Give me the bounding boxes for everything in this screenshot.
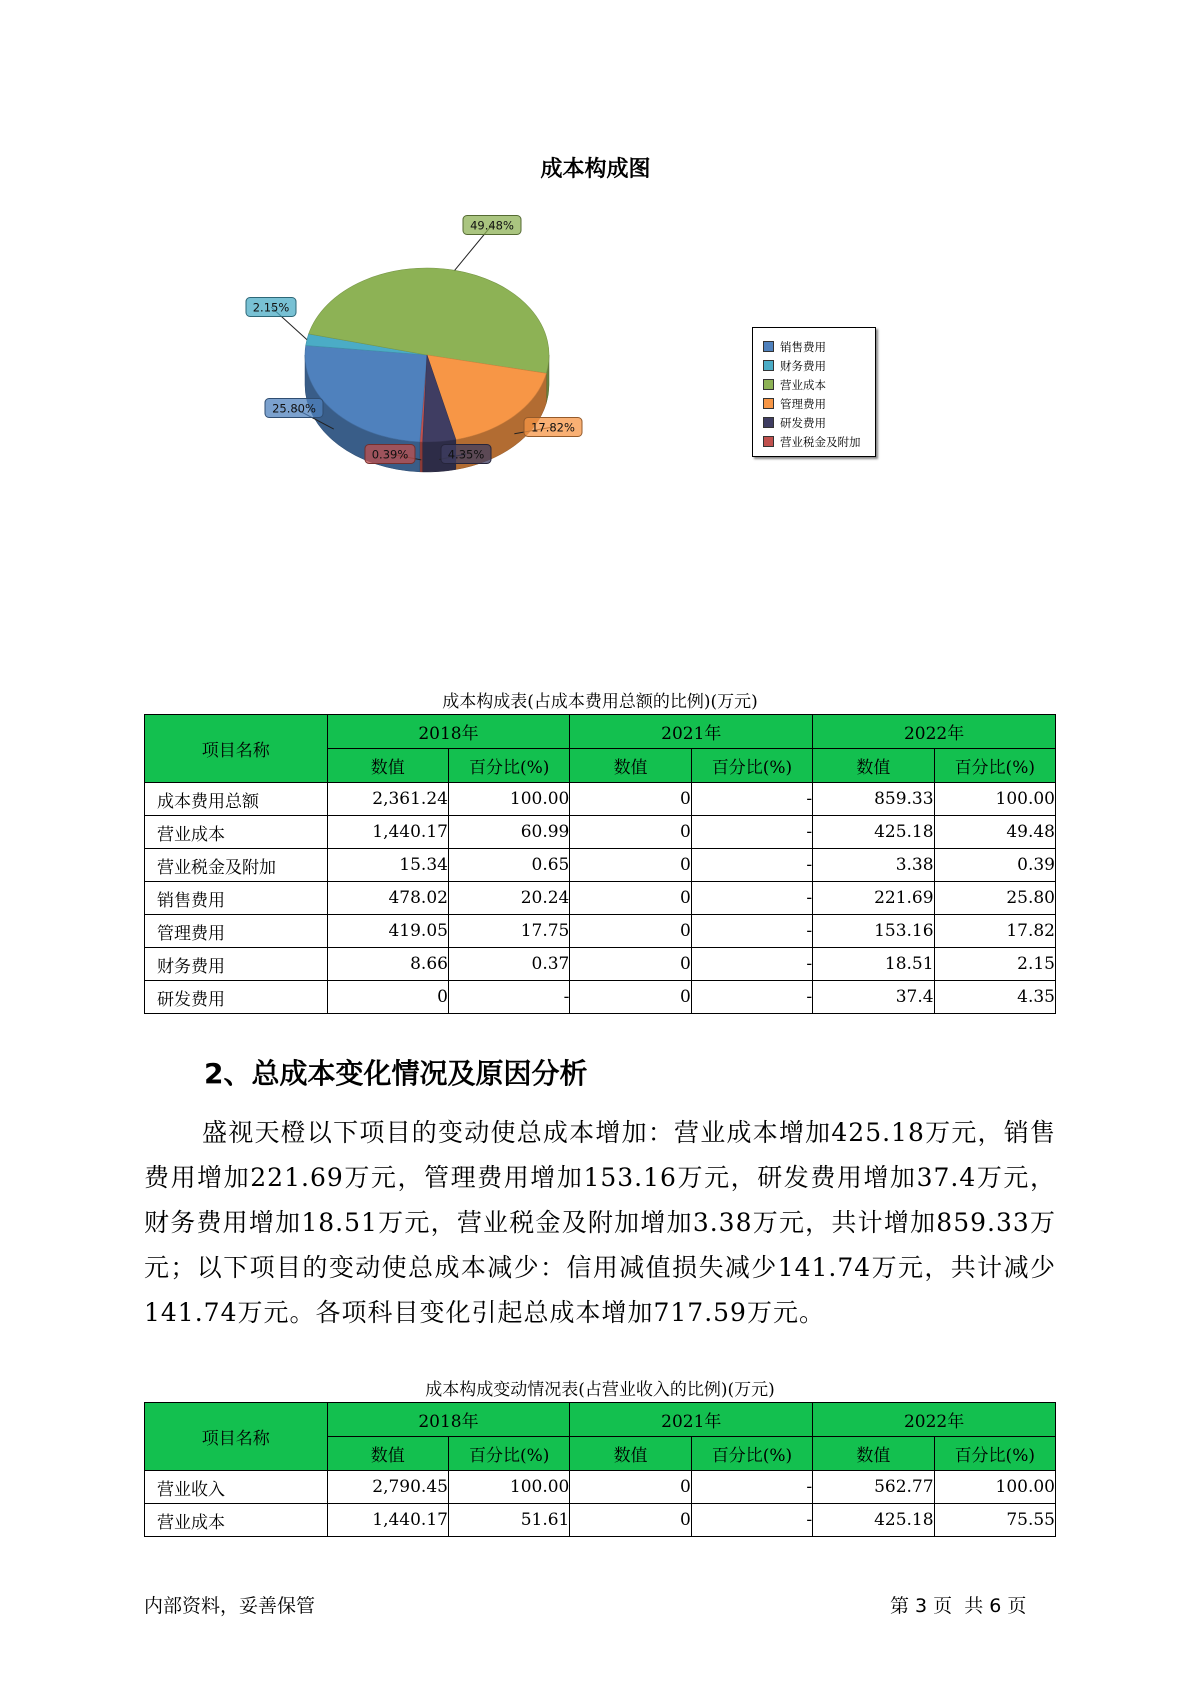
table1-caption: 成本构成表(占成本费用总额的比例)(万元) [442,692,758,712]
cost-composition-pie-chart [0,0,1191,520]
value-cell: 425.18 [813,1504,934,1537]
row-label: 销售费用 [145,882,328,915]
percent-cell: 100.00 [448,1471,569,1504]
header-percent: 百分比(%) [934,1437,1055,1471]
percent-cell: 51.61 [448,1504,569,1537]
percent-cell: 0.39 [934,849,1055,882]
percent-cell: 0.65 [448,849,569,882]
header-percent: 百分比(%) [934,749,1055,783]
section-heading: 2、总成本变化情况及原因分析 [204,1057,588,1090]
value-cell: 15.34 [327,849,448,882]
header-value: 数值 [813,1437,934,1471]
header-year: 2018年 [327,715,570,749]
value-cell: 0 [570,915,691,948]
legend-item [763,337,875,356]
value-cell: 18.51 [813,948,934,981]
percent-cell: 20.24 [448,882,569,915]
percent-cell: 49.48 [934,816,1055,849]
pie-slice-side [420,442,423,472]
value-cell: 0 [570,849,691,882]
percent-cell: 17.82 [934,915,1055,948]
header-percent: 百分比(%) [691,749,812,783]
percent-cell: - [691,882,812,915]
row-label: 财务费用 [145,948,328,981]
legend-swatch [763,417,774,428]
table-row [145,915,1056,948]
value-cell: 0 [570,981,691,1014]
header-value: 数值 [327,1437,448,1471]
header-value: 数值 [327,749,448,783]
pie-data-label: 49.48% [470,218,514,233]
table2-caption: 成本构成变动情况表(占营业收入的比例)(万元) [425,1380,775,1400]
table-row [145,1471,1056,1504]
legend-item [763,356,875,375]
value-cell: 37.4 [813,981,934,1014]
value-cell: 221.69 [813,882,934,915]
value-cell: 153.16 [813,915,934,948]
value-cell: 0 [570,783,691,816]
legend-label: 管理费用 [780,396,826,411]
row-label: 营业收入 [145,1471,328,1504]
value-cell: 562.77 [813,1471,934,1504]
percent-cell: 100.00 [934,783,1055,816]
pie-data-label: 4.35% [447,447,485,462]
legend-label: 销售费用 [780,339,826,354]
table-row [145,1504,1056,1537]
header-item-name: 项目名称 [145,715,328,783]
table-row [145,783,1056,816]
legend-swatch [763,360,774,371]
pie-data-label: 17.82% [531,420,575,435]
legend-label: 营业成本 [780,377,826,392]
value-cell: 3.38 [813,849,934,882]
chart-legend [752,327,876,457]
percent-cell: 2.15 [934,948,1055,981]
value-cell: 0 [570,816,691,849]
header-year: 2022年 [813,1403,1056,1437]
row-label: 成本费用总额 [145,783,328,816]
analysis-paragraph: 盛视天橙以下项目的变动使总成本增加：营业成本增加425.18万元，销售费用增加221.69万元，管理费用增加153.16万元，研发费用增加37.4万元，财务费用增加18.51万元，营业税金及附加增加3.38万元，共计增加859.33万元；以下项目的变动使总成本减少：信用减值损失减少141.74万元，共计减少141.74万元。各项科目变化引起总成本增加717.59万元。 [144,1118,1056,1327]
value-cell: 2,790.45 [327,1471,448,1504]
percent-cell: 100.00 [448,783,569,816]
legend-item [763,413,875,432]
percent-cell: - [691,849,812,882]
percent-cell: 100.00 [934,1471,1055,1504]
percent-cell: 4.35 [934,981,1055,1014]
legend-label: 营业税金及附加 [780,434,861,449]
percent-cell: 25.80 [934,882,1055,915]
value-cell: 2,361.24 [327,783,448,816]
table-row [145,849,1056,882]
percent-cell: - [691,981,812,1014]
table-row [145,981,1056,1014]
footer-confidential: 内部资料，妥善保管 [144,1595,316,1617]
header-percent: 百分比(%) [691,1437,812,1471]
header-percent: 百分比(%) [448,1437,569,1471]
table-row [145,816,1056,849]
header-year: 2021年 [570,715,813,749]
percent-cell: - [691,816,812,849]
legend-item [763,432,875,451]
pie-data-label: 0.39% [371,447,409,462]
header-percent: 百分比(%) [448,749,569,783]
percent-cell: - [691,1471,812,1504]
value-cell: 1,440.17 [327,816,448,849]
value-cell: 0 [570,948,691,981]
percent-cell: 75.55 [934,1504,1055,1537]
percent-cell: - [448,981,569,1014]
chart-title: 成本构成图 [540,157,651,182]
value-cell: 0 [570,1504,691,1537]
row-label: 营业成本 [145,1504,328,1537]
row-label: 研发费用 [145,981,328,1014]
legend-swatch [763,436,774,447]
table-row [145,882,1056,915]
percent-cell: - [691,948,812,981]
value-cell: 478.02 [327,882,448,915]
value-cell: 0 [570,882,691,915]
header-item-name: 项目名称 [145,1403,328,1471]
row-label: 管理费用 [145,915,328,948]
value-cell: 0 [570,1471,691,1504]
header-year: 2018年 [327,1403,570,1437]
legend-swatch [763,379,774,390]
legend-swatch [763,341,774,352]
cost-change-table [144,1402,1056,1537]
legend-item [763,394,875,413]
table-row [145,948,1056,981]
header-value: 数值 [570,749,691,783]
header-year: 2022年 [813,715,1056,749]
legend-item [763,375,875,394]
percent-cell: - [691,1504,812,1537]
percent-cell: 0.37 [448,948,569,981]
percent-cell: - [691,915,812,948]
value-cell: 425.18 [813,816,934,849]
value-cell: 1,440.17 [327,1504,448,1537]
legend-label: 研发费用 [780,415,826,430]
value-cell: 0 [327,981,448,1014]
legend-label: 财务费用 [780,358,826,373]
percent-cell: 60.99 [448,816,569,849]
value-cell: 859.33 [813,783,934,816]
pie-data-label: 2.15% [252,300,290,315]
header-year: 2021年 [570,1403,813,1437]
row-label: 营业税金及附加 [145,849,328,882]
percent-cell: 17.75 [448,915,569,948]
value-cell: 8.66 [327,948,448,981]
header-value: 数值 [813,749,934,783]
footer-page-number: 第 3 页 共 6 页 [890,1595,1027,1617]
cost-composition-table [144,714,1056,1014]
row-label: 营业成本 [145,816,328,849]
pie-data-label: 25.80% [272,401,316,416]
value-cell: 419.05 [327,915,448,948]
legend-swatch [763,398,774,409]
percent-cell: - [691,783,812,816]
header-value: 数值 [570,1437,691,1471]
